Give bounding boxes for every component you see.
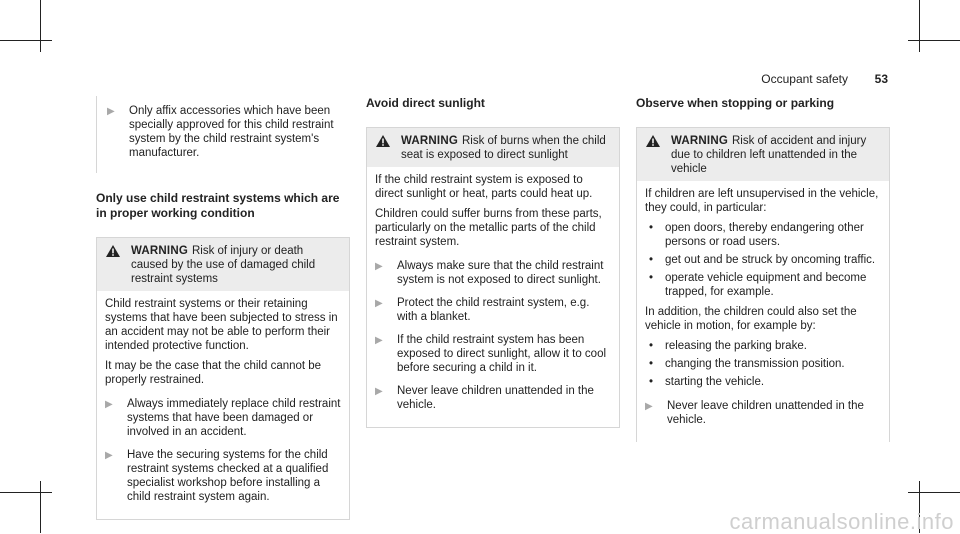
- list-item: • operate vehicle equipment and become trapped, for example.: [645, 271, 881, 299]
- warning-header: [367, 128, 619, 167]
- paragraph: Children could suffer burns from these parts, particularly on the metallic parts of the child restraint system.: [375, 208, 602, 248]
- warning-box: [636, 127, 890, 442]
- paragraph: In addition, the children could also set the vehicle in motion, for example by:: [645, 306, 857, 332]
- column-2: [366, 96, 620, 428]
- warning-title: Risk of burns when the child seat is exposed to direct sunlight: [401, 135, 606, 161]
- instruction-step: ▶ Always immediately replace child restraint systems that have been damaged or involved in an accident.: [105, 398, 341, 438]
- paragraph: It may be the case that the child cannot be properly restrained.: [105, 360, 322, 386]
- instruction-step: ▶ If the child restraint system has been exposed to direct sunlight, allow it to cool before securing a child in it.: [375, 334, 607, 374]
- bullet-icon: •: [649, 222, 654, 234]
- page-section-title: Occupant safety: [761, 72, 848, 86]
- column-3: [636, 96, 890, 442]
- bullet-icon: •: [649, 340, 654, 352]
- section-heading: Observe when stopping or parking: [636, 96, 835, 110]
- step-block: [96, 96, 350, 173]
- crop-mark: [908, 40, 960, 41]
- bullet-icon: •: [649, 272, 654, 284]
- instruction-step: ▶ Never leave children unattended in the vehicle.: [645, 400, 864, 426]
- warning-header: [97, 238, 349, 291]
- arrow-right-icon: ▶: [107, 106, 115, 117]
- warning-title: Risk of accident and injury due to children left unattended in the vehicle: [671, 135, 867, 175]
- arrow-right-icon: ▶: [105, 450, 113, 461]
- warning-header: [637, 128, 889, 181]
- page-number: 53: [874, 72, 888, 86]
- instruction-step: ▶ Protect the child restraint system, e.g. with a blanket.: [375, 297, 590, 323]
- list-item: • open doors, thereby endangering other persons or road users.: [645, 221, 881, 249]
- warning-box: [96, 237, 350, 520]
- warning-label: WARNING: [671, 135, 728, 147]
- warning-triangle-icon: [105, 244, 131, 286]
- instruction-step: ▶ Only affix accessories which have been specially approved for this child restraint system by the child restraint system's manufacturer.: [107, 105, 334, 159]
- section-heading: Avoid direct sunlight: [366, 96, 485, 110]
- warning-label: WARNING: [131, 245, 188, 257]
- arrow-right-icon: ▶: [105, 399, 113, 410]
- arrow-right-icon: ▶: [375, 298, 383, 309]
- bullet-list: [645, 339, 881, 389]
- crop-mark: [0, 40, 52, 41]
- arrow-right-icon: ▶: [645, 401, 653, 412]
- crop-mark: [919, 0, 920, 52]
- list-item: • starting the vehicle.: [645, 375, 881, 389]
- watermark: carmanualsonline.info: [729, 509, 954, 534]
- warning-box: [366, 127, 620, 428]
- bullet-icon: •: [649, 358, 654, 370]
- arrow-right-icon: ▶: [375, 261, 383, 272]
- crop-mark: [908, 492, 960, 493]
- section-heading: Only use child restraint systems which are in proper working condition: [96, 191, 340, 220]
- list-item: • releasing the parking brake.: [645, 339, 881, 353]
- paragraph: If children are left unsupervised in the vehicle, they could, in particular:: [645, 188, 879, 214]
- instruction-step: ▶ Never leave children unattended in the vehicle.: [375, 385, 594, 411]
- crop-mark: [40, 0, 41, 52]
- list-item: • changing the transmission position.: [645, 357, 881, 371]
- warning-body: [637, 181, 889, 442]
- bullet-icon: •: [649, 376, 654, 388]
- warning-triangle-icon: [375, 134, 401, 162]
- paragraph: If the child restraint system is exposed to direct sunlight or heat, parts could heat up.: [375, 174, 593, 200]
- bullet-list: [645, 221, 881, 299]
- crop-mark: [0, 492, 52, 493]
- crop-mark: [40, 481, 41, 533]
- instruction-step: ▶ Always make sure that the child restraint system is not exposed to direct sunlight.: [375, 260, 604, 286]
- arrow-right-icon: ▶: [375, 386, 383, 397]
- arrow-right-icon: ▶: [375, 335, 383, 346]
- warning-triangle-icon: [645, 134, 671, 176]
- warning-label: WARNING: [401, 135, 458, 147]
- instruction-step: ▶ Have the securing systems for the child restraint systems checked at a qualified specialist workshop before installing a child restraint system again.: [105, 449, 329, 503]
- column-1: [96, 96, 350, 520]
- warning-title: Risk of injury or death caused by the use of damaged child restraint systems: [131, 245, 316, 285]
- bullet-icon: •: [649, 254, 654, 266]
- warning-body: [97, 291, 349, 519]
- paragraph: Child restraint systems or their retaining systems that have been subjected to stress in an accident may not be able to perform their intended protective function.: [105, 298, 338, 352]
- list-item: • get out and be struck by oncoming traffic.: [645, 253, 881, 267]
- warning-body: [367, 167, 619, 427]
